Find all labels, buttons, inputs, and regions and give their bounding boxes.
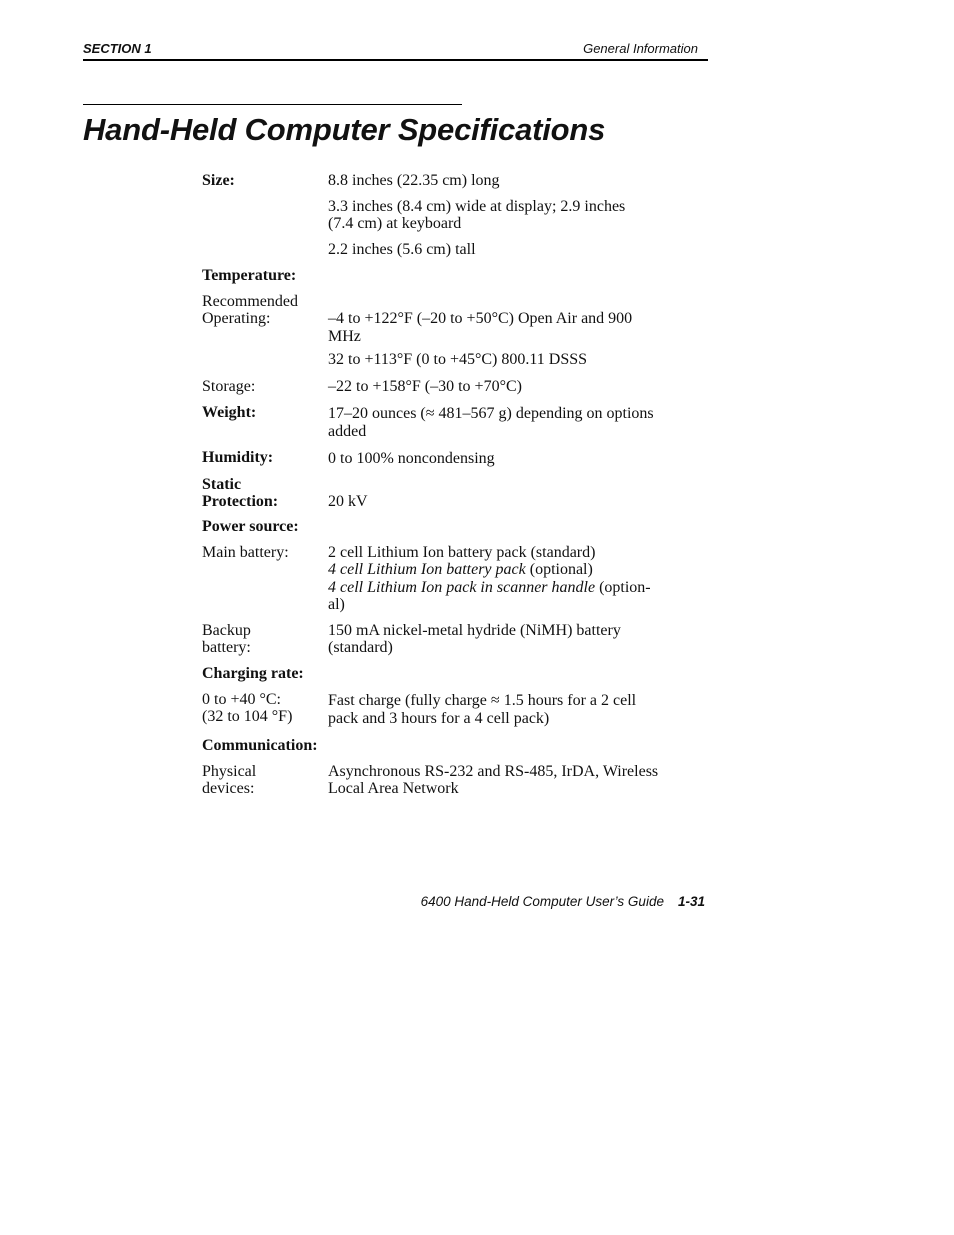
temp-recommended: Recommended xyxy=(202,293,298,310)
main-battery-value3 xyxy=(328,579,651,597)
temp-operating-value2: 32 to +113°F (0 to +45°C) 800.11 DSSS xyxy=(328,351,588,368)
charging-rate-label: Charging rate: xyxy=(202,665,304,682)
physical-devices-value2: Local Area Network xyxy=(328,780,459,797)
main-battery-value3-italic: 4 cell Lithium Ion pack in scanner handle xyxy=(328,579,596,596)
temp-operating: Operating: xyxy=(202,310,271,327)
static-label-line2: Protection: xyxy=(202,493,279,510)
storage-value: –22 to +158°F (–30 to +70°C) xyxy=(328,378,522,395)
humidity-label: Humidity: xyxy=(202,449,274,466)
main-battery-label: Main battery: xyxy=(202,544,289,561)
power-source-label: Power source: xyxy=(202,518,299,535)
weight-value2: added xyxy=(328,423,367,440)
backup-battery-label1: Backup xyxy=(202,622,251,639)
weight-value1: 17–20 ounces (≈ 481–567 g) depending on options xyxy=(328,405,654,422)
main-battery-value1: 2 cell Lithium Ion battery pack (standard) xyxy=(328,544,596,561)
humidity-value: 0 to 100% noncondensing xyxy=(328,450,495,467)
page-title: Hand-Held Computer Specifications xyxy=(83,112,606,147)
charge-value2: pack and 3 hours for a 4 cell pack) xyxy=(328,710,550,727)
temperature-label: Temperature: xyxy=(202,267,297,284)
main-battery-value3-rest: (option- xyxy=(595,579,651,596)
size-label: Size: xyxy=(202,172,235,189)
communication-label: Communication: xyxy=(202,737,318,754)
size-length: 8.8 inches (22.35 cm) long xyxy=(328,172,500,189)
charge-range-line1: 0 to +40 °C: xyxy=(202,691,281,708)
main-battery-value2-rest: (optional) xyxy=(525,561,593,578)
page-header xyxy=(83,38,708,61)
physical-devices-label1: Physical xyxy=(202,763,257,780)
weight-label: Weight: xyxy=(202,404,257,421)
chapter-label: General Information xyxy=(583,41,698,56)
temp-operating-value1b: MHz xyxy=(328,328,361,345)
static-value: 20 kV xyxy=(328,493,368,510)
temp-operating-value1: –4 to +122°F (–20 to +50°C) Open Air and 900 xyxy=(328,310,633,327)
physical-devices-label2: devices: xyxy=(202,780,255,797)
main-battery-value2-italic: 4 cell Lithium Ion battery pack xyxy=(328,561,526,578)
backup-battery-value1: 150 mA nickel-metal hydride (NiMH) battery xyxy=(328,622,621,639)
main-battery-value4: al) xyxy=(328,596,345,613)
static-label-line1: Static xyxy=(202,476,242,493)
size-height: 2.2 inches (5.6 cm) tall xyxy=(328,241,476,258)
size-width-line2: (7.4 cm) at keyboard xyxy=(328,215,462,232)
section-label: SECTION 1 xyxy=(83,41,152,56)
size-width-line1: 3.3 inches (8.4 cm) wide at display; 2.9 inches xyxy=(328,198,626,215)
page-number: 1-31 xyxy=(677,894,705,909)
charge-value1: Fast charge (fully charge ≈ 1.5 hours for a 2 cell xyxy=(328,692,637,709)
backup-battery-label2: battery: xyxy=(202,639,251,656)
backup-battery-value2: (standard) xyxy=(328,639,393,656)
main-battery-value2 xyxy=(328,561,593,579)
page-footer xyxy=(300,894,705,909)
storage-label: Storage: xyxy=(202,378,256,395)
physical-devices-value1: Asynchronous RS-232 and RS-485, IrDA, Wireless xyxy=(328,763,659,780)
guide-title: 6400 Hand-Held Computer User’s Guide xyxy=(420,894,664,909)
title-rule xyxy=(83,104,462,105)
charge-range-line2: (32 to 104 °F) xyxy=(202,708,293,725)
